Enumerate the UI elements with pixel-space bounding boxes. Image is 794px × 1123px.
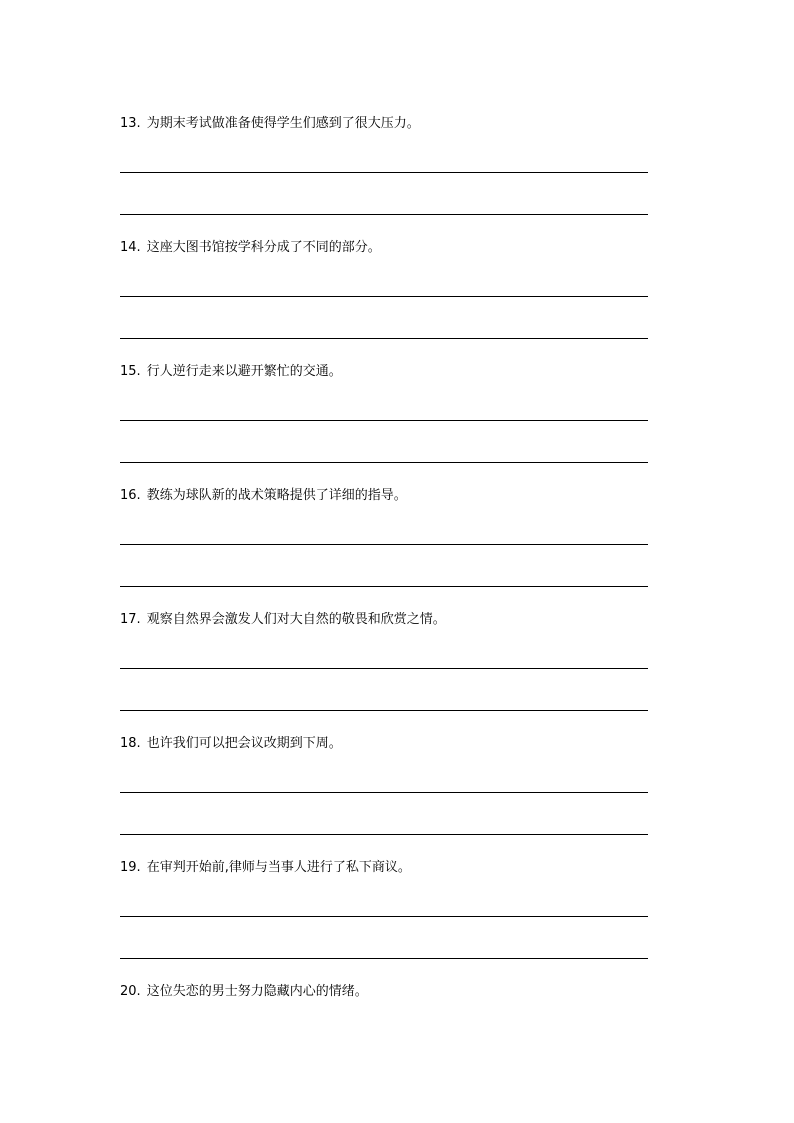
- question-text: [120, 364, 648, 380]
- question-text: [120, 736, 648, 752]
- answer-line[interactable]: [120, 586, 648, 587]
- question-sentence: 在审判开始前,律师与当事人进行了私下商议。: [146, 860, 411, 875]
- question-17: [120, 612, 648, 628]
- answer-line[interactable]: [120, 338, 648, 339]
- question-number: 13.: [120, 116, 141, 131]
- question-sentence: 这位失恋的男士努力隐藏内心的情绪。: [146, 984, 368, 999]
- answer-line[interactable]: [120, 668, 648, 669]
- question-text: [120, 860, 648, 876]
- answer-line[interactable]: [120, 710, 648, 711]
- question-sentence: 为期末考试做准备使得学生们感到了很大压力。: [146, 116, 420, 131]
- question-15: [120, 364, 648, 380]
- question-text: [120, 240, 648, 256]
- question-number: 19.: [120, 860, 141, 875]
- answer-line[interactable]: [120, 296, 648, 297]
- question-sentence: 行人逆行走来以避开繁忙的交通。: [146, 364, 342, 379]
- question-number: 20.: [120, 984, 141, 999]
- question-number: 14.: [120, 240, 141, 255]
- question-number: 18.: [120, 736, 141, 751]
- answer-line[interactable]: [120, 172, 648, 173]
- answer-line[interactable]: [120, 544, 648, 545]
- question-14: [120, 240, 648, 256]
- question-19: [120, 860, 648, 876]
- answer-line[interactable]: [120, 834, 648, 835]
- question-number: 15.: [120, 364, 141, 379]
- question-16: [120, 488, 648, 504]
- answer-line[interactable]: [120, 792, 648, 793]
- answer-line[interactable]: [120, 420, 648, 421]
- question-text: [120, 116, 648, 132]
- question-text: [120, 984, 648, 1000]
- question-sentence: 也许我们可以把会议改期到下周。: [146, 736, 342, 751]
- question-text: [120, 612, 648, 628]
- question-sentence: 观察自然界会激发人们对大自然的敬畏和欣赏之情。: [146, 612, 446, 627]
- question-20: [120, 984, 648, 1000]
- answer-line[interactable]: [120, 462, 648, 463]
- answer-line[interactable]: [120, 214, 648, 215]
- question-text: [120, 488, 648, 504]
- answer-line[interactable]: [120, 916, 648, 917]
- answer-line[interactable]: [120, 958, 648, 959]
- question-13: [120, 116, 648, 132]
- question-number: 17.: [120, 612, 141, 627]
- question-number: 16.: [120, 488, 141, 503]
- question-sentence: 教练为球队新的战术策略提供了详细的指导。: [146, 488, 407, 503]
- question-18: [120, 736, 648, 752]
- question-sentence: 这座大图书馆按学科分成了不同的部分。: [146, 240, 381, 255]
